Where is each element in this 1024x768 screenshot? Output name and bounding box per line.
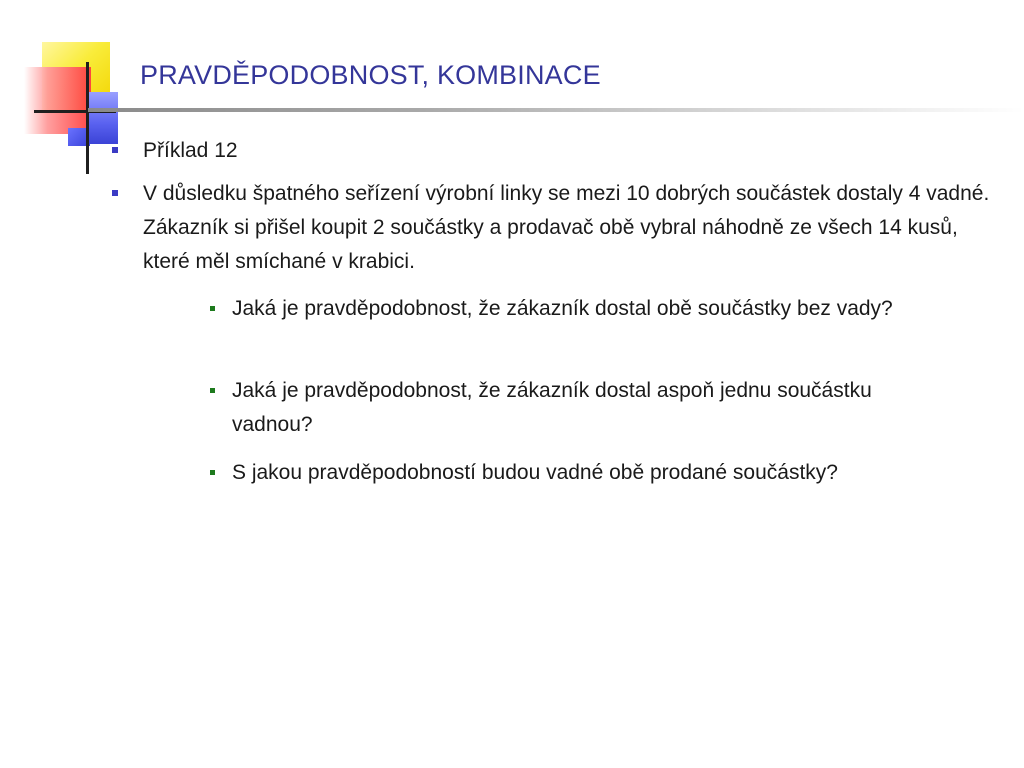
bullet-text: V důsledku špatného seřízení výrobní linky se mezi 10 dobrých součástek dostaly 4 vadné. Zákazník si přišel koupit 2 součástky a prodavač obě vybral náhodně ze všech 14 kusů, které měl smíchané v krabici. — [143, 182, 990, 273]
square-bullet-icon — [112, 147, 118, 153]
red-square — [24, 67, 91, 134]
sub-bullet-text: Jaká je pravděpodobnost, že zákazník dostal aspoň jednu součástku vadnou? — [232, 379, 872, 436]
vertical-line — [86, 62, 89, 174]
square-bullet-icon — [112, 190, 118, 196]
bullet-item — [143, 177, 1005, 279]
blue-rectangle — [88, 92, 118, 144]
square-bullet-icon — [210, 388, 215, 393]
sub-bullet-item — [232, 292, 992, 326]
square-bullet-icon — [210, 470, 215, 475]
decorative-squares-logo — [0, 0, 130, 190]
sub-bullet-text: S jakou pravděpodobností budou vadné obě prodané součástky? — [232, 461, 838, 484]
square-bullet-icon — [210, 306, 215, 311]
sub-bullet-text: Jaká je pravděpodobnost, že zákazník dostal obě součástky bez vady? — [232, 297, 893, 320]
bullet-text: Příklad 12 — [143, 139, 238, 162]
sub-bullet-item — [232, 374, 932, 442]
slide-title: PRAVDĚPODOBNOST, KOMBINACE — [140, 60, 601, 90]
bullet-item — [143, 134, 1003, 168]
sub-bullet-item — [232, 456, 1012, 490]
title-divider — [88, 108, 1024, 112]
